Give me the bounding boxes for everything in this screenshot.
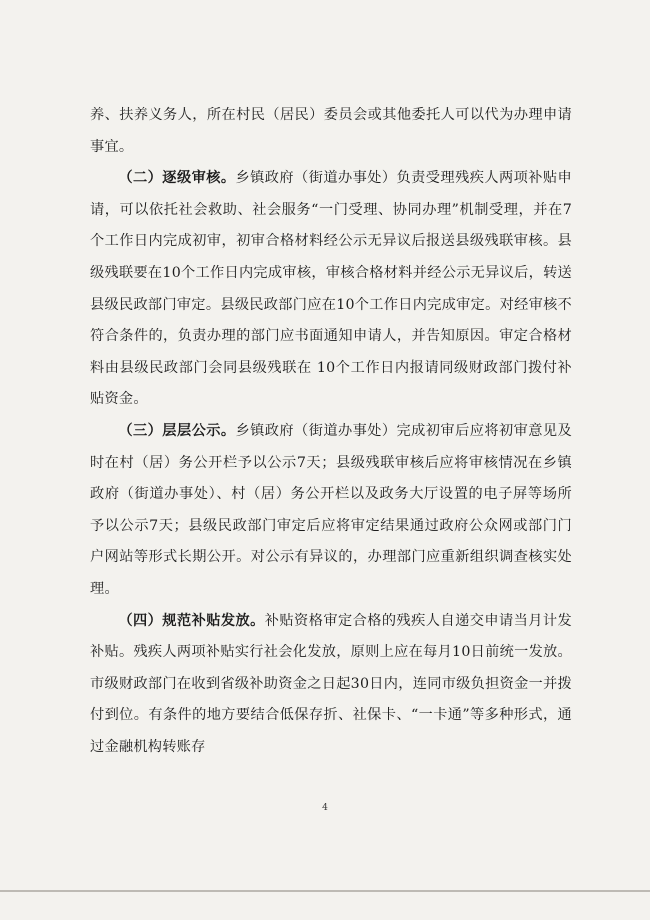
section-heading-2: （二）逐级审核。	[118, 170, 236, 187]
scan-edge-divider	[0, 890, 650, 892]
section-text-2: 乡镇政府（街道办事处）负责受理残疾人两项补贴申请，可以依托社会救助、社会服务“一门受理、协同办理”机制受理，并在7个工作日内完成初审，初审合格材料经公示无异议后报送县级残联审核。县级残联要在10个工作日内完成审核，审核合格材料并经公示无异议后，转送县级民政部门审定。县级民政部门应在10个工作日内完成审定。对经审核不符合条件的，负责办理的部门应书面通知申请人，并告知原因。审定合格材料由县级民政部门会同县级残联在 10个工作日内报请同级财政部门拨付补贴资金。	[90, 170, 572, 408]
section-text-3: 乡镇政府（街道办事处）完成初审后应将初审意见及时在村（居）务公开栏予以公示7天；县级残联审核后应将审核情况在乡镇政府（街道办事处）、村（居）务公开栏以及政务大厅设置的电子屏等场所予以公示7天；县级民政部门审定后应将审定结果通过政府公众网或部门门户网站等形式长期公开。对公示有异议的，办理部门应重新组织调查核实处理。	[90, 422, 572, 597]
document-body	[90, 100, 572, 763]
section-paragraph-2	[90, 163, 572, 416]
section-heading-4: （四）规范补贴发放。	[118, 612, 265, 629]
section-heading-3: （三）层层公示。	[118, 422, 236, 439]
section-text-4: 补贴资格审定合格的残疾人自递交申请当月计发补贴。残疾人两项补贴实行社会化发放，原则上应在每月10日前统一发放。市级财政部门在收到省级补助资金之日起30日内，连同市级负担资金一并拨付到位。有条件的地方要结合低保存折、社保卡、“一卡通”等多种形式，通过金融机构转账存	[90, 612, 572, 755]
continuation-paragraph: 养、扶养义务人，所在村民（居民）委员会或其他委托人可以代为办理申请事宜。	[90, 107, 572, 155]
section-paragraph-3	[90, 416, 572, 606]
section-paragraph-4	[90, 606, 572, 764]
page-number: 4	[322, 803, 328, 813]
